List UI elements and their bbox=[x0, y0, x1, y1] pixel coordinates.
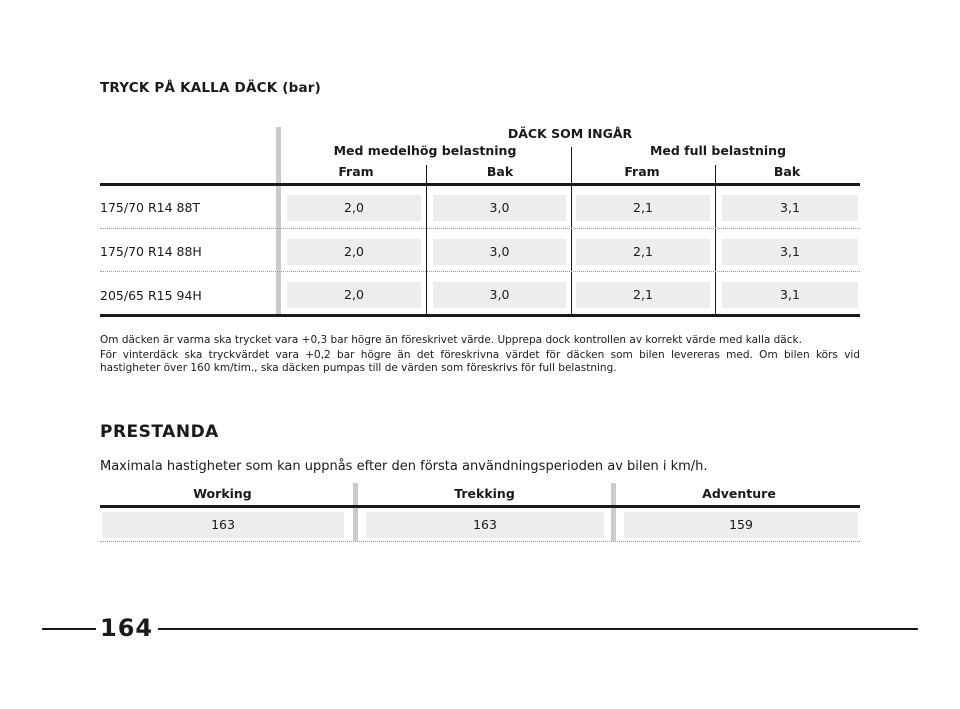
pressure-cell: 3,1 bbox=[722, 282, 858, 308]
table-bottom-rule bbox=[100, 314, 860, 317]
winter-tire-note: För vinterdäck ska tryckvärdet vara +0,2 bar högre än det föreskrivna värdet för däcken som bilen levereras med. Om bilen körs vid hastigheter över 160 km/tim., ska däcken pumpas till de värden som föreskrivs för full belastning. bbox=[100, 349, 860, 374]
row-divider bbox=[100, 271, 860, 272]
pressure-cell: 3,0 bbox=[433, 282, 566, 308]
row-divider bbox=[100, 228, 860, 229]
footer-rule-right bbox=[158, 628, 918, 630]
load-group-medium: Med medelhög belastning bbox=[333, 143, 517, 158]
top-speed-adventure: 159 bbox=[624, 512, 858, 538]
col-head-front-medium: Fram bbox=[338, 164, 374, 179]
performance-top-rule bbox=[100, 505, 860, 508]
pressure-cell: 2,1 bbox=[576, 282, 710, 308]
pressure-cell: 2,1 bbox=[576, 195, 710, 221]
performance-divider bbox=[611, 483, 616, 541]
tire-size-label: 205/65 R15 94H bbox=[100, 288, 202, 303]
table-top-rule bbox=[100, 183, 860, 186]
pressure-cell: 2,1 bbox=[576, 239, 710, 265]
footer-rule-left bbox=[42, 628, 96, 630]
column-divider-3 bbox=[715, 165, 716, 315]
top-speed-working: 163 bbox=[102, 512, 344, 538]
tire-size-label: 175/70 R14 88H bbox=[100, 244, 202, 259]
pressure-cell: 3,0 bbox=[433, 195, 566, 221]
performance-bottom-rule bbox=[100, 541, 860, 542]
tire-size-label: 175/70 R14 88T bbox=[100, 200, 201, 215]
pressure-cell: 3,0 bbox=[433, 239, 566, 265]
performance-divider bbox=[353, 483, 358, 541]
tire-pressure-title: TRYCK PÅ KALLA DÄCK (bar) bbox=[100, 80, 322, 96]
pressure-cell: 2,0 bbox=[287, 282, 421, 308]
label-column-divider bbox=[276, 127, 281, 315]
pressure-cell: 2,0 bbox=[287, 195, 421, 221]
pressure-cell: 3,1 bbox=[722, 239, 858, 265]
version-label-trekking: Trekking bbox=[454, 486, 515, 501]
performance-title: PRESTANDA bbox=[100, 422, 219, 442]
col-head-rear-full: Bak bbox=[773, 164, 801, 179]
top-speed-trekking: 163 bbox=[366, 512, 604, 538]
version-label-adventure: Adventure bbox=[702, 486, 776, 501]
column-divider-1 bbox=[426, 165, 427, 315]
col-head-front-full: Fram bbox=[624, 164, 660, 179]
performance-intro: Maximala hastigheter som kan uppnås efter den första användningsperioden av bilen i km/h. bbox=[100, 459, 708, 474]
col-head-rear-medium: Bak bbox=[486, 164, 514, 179]
warm-tire-note: Om däcken är varma ska trycket vara +0,3 bar högre än föreskrivet värde. Upprepa dock kontrollen av korrekt värde med kalla däck. bbox=[100, 334, 802, 346]
pressure-cell: 2,0 bbox=[287, 239, 421, 265]
version-label-working: Working bbox=[193, 486, 252, 501]
load-group-full: Med full belastning bbox=[649, 143, 787, 158]
page-number: 164 bbox=[100, 614, 154, 642]
tires-included-heading: DÄCK SOM INGÅR bbox=[507, 126, 633, 141]
pressure-cell: 3,1 bbox=[722, 195, 858, 221]
